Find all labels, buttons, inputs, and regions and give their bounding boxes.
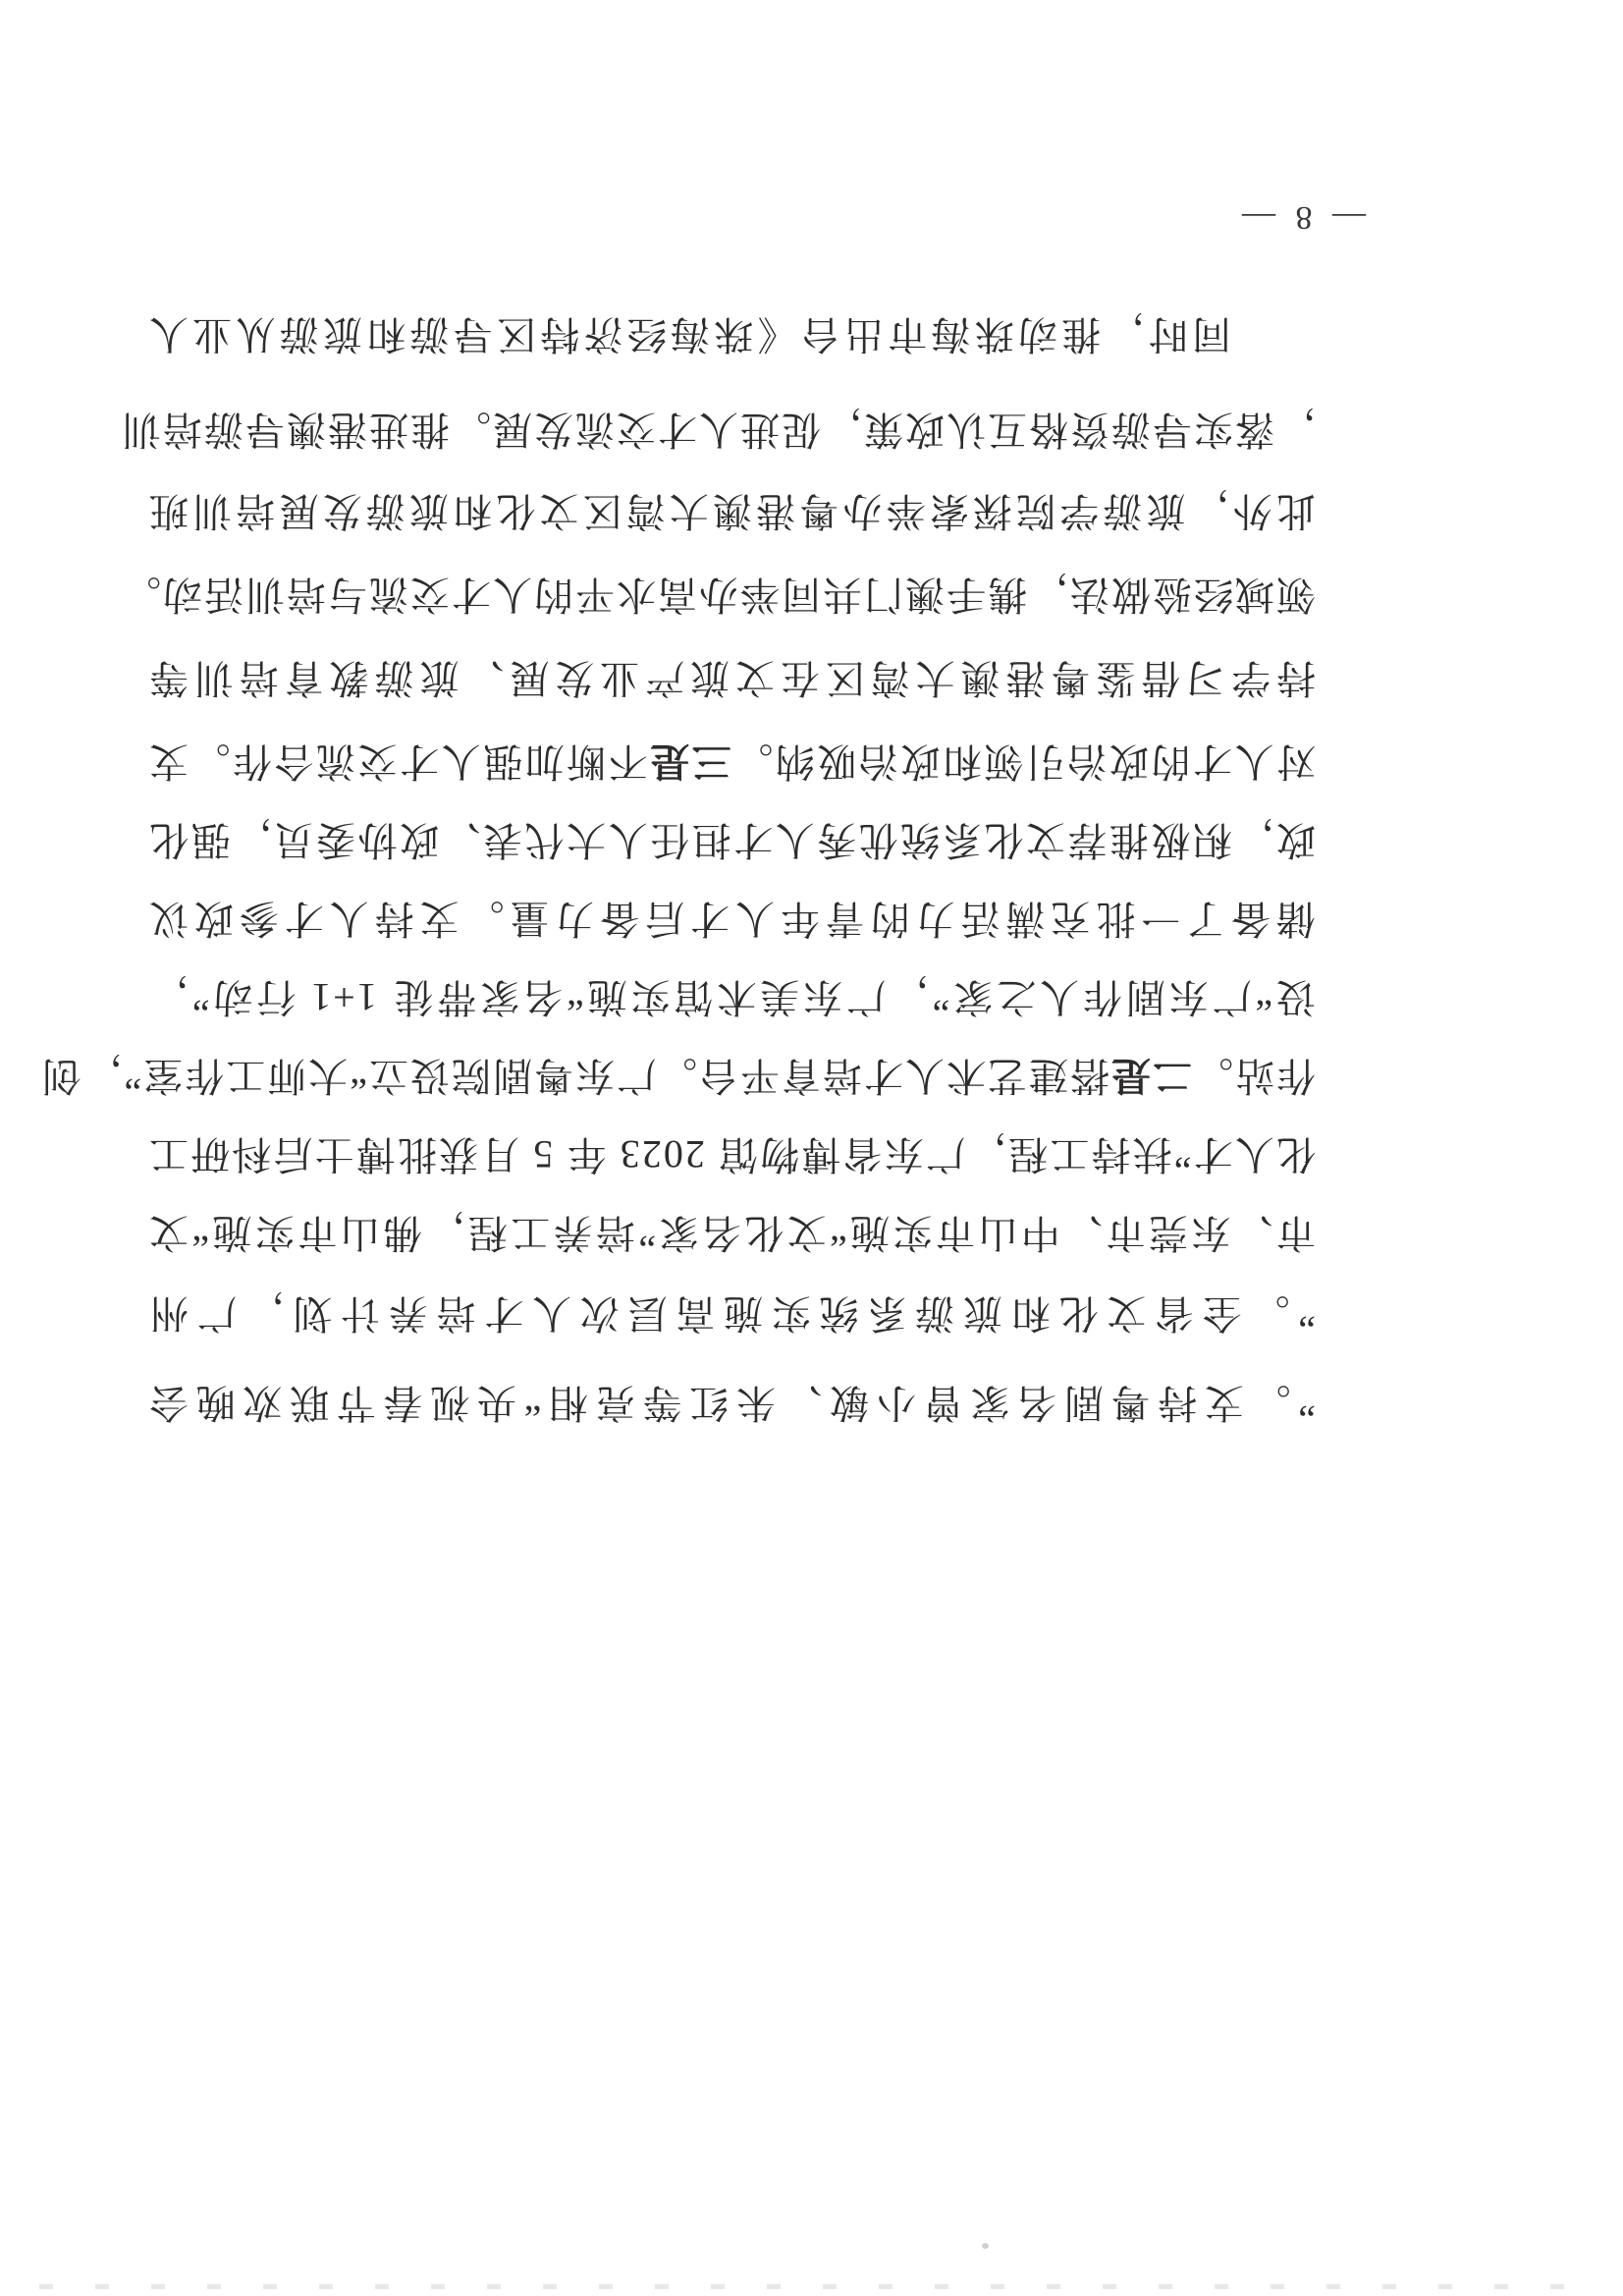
text-line [147,623,1316,703]
text-run: 此外，旅游学院探索举办粤港澳大湾区文化和旅游发展培训班 [147,489,1316,533]
text-run: 同时，推动珠海市出台《珠海经济特区导游和旅游从业人 [147,312,1231,356]
text-line [147,942,1316,1022]
text-line [147,863,1316,944]
text-run: 设“广东剧作人之家”，广东美术馆实施“名家带徒 1+1 行动”， [147,975,1316,1019]
text-run: 作站。 [1192,1054,1316,1098]
scan-artifact-bottom-edge [39,2284,1591,2289]
bold-run: 二是 [1109,1054,1192,1098]
text-run: 化人才”扶持工程，广东省博物馆 2023 年 5 月获批博士后科研工 [147,1132,1316,1176]
text-line [147,1347,1316,1428]
text-run: ”。全省文化和旅游系统实施高层次人才培养计划，广州 [147,1291,1316,1336]
text-run: ”。支持粤剧名家曾小敏、朱红等亮相“央视春节联欢晚会 [147,1381,1316,1425]
text-line [147,1258,1316,1339]
page-number: — 8 — [1236,199,1366,236]
scan-artifact-dot [982,2243,989,2249]
text-run: 政，积极推荐文化系统优秀人才担任人大代表、政协委员，强化 [147,818,1316,862]
body-text-block [39,269,1316,1428]
bold-run: 三是 [647,739,731,784]
text-line [147,1099,1316,1179]
text-run: 储备了一批充满活力的青年人才后备力量。支持人才参政议 [147,897,1316,941]
text-line [120,539,1316,620]
text-line [147,1177,1316,1258]
text-line [147,279,1316,359]
text-run: ，落实导游资格互认政策，促进人才交流发展。推进港澳导游培训 [120,408,1316,452]
text-line [39,1020,1316,1101]
text-line [147,785,1316,865]
text-run: 对人才的政治引领和政治吸纳。 [730,739,1316,784]
text-line [147,706,1316,787]
text-run: 搭建艺术人才培育平台。广东粤剧院设立“大师工作室”，创 [39,1054,1109,1098]
text-line [120,374,1316,455]
text-run: 持学习借鉴粤港澳大湾区在文旅产业发展、旅游教育培训等 [147,656,1316,700]
text-run: 领域经验做法，携手澳门共同举办高水平的人才交流与培训活动。 [120,573,1316,617]
text-run: 市、东莞市、中山市实施“文化名家”培养工程，佛山市实施“文 [147,1211,1316,1255]
text-run: 不断加强人才交流合作。支 [146,739,648,784]
text-line [147,456,1316,536]
